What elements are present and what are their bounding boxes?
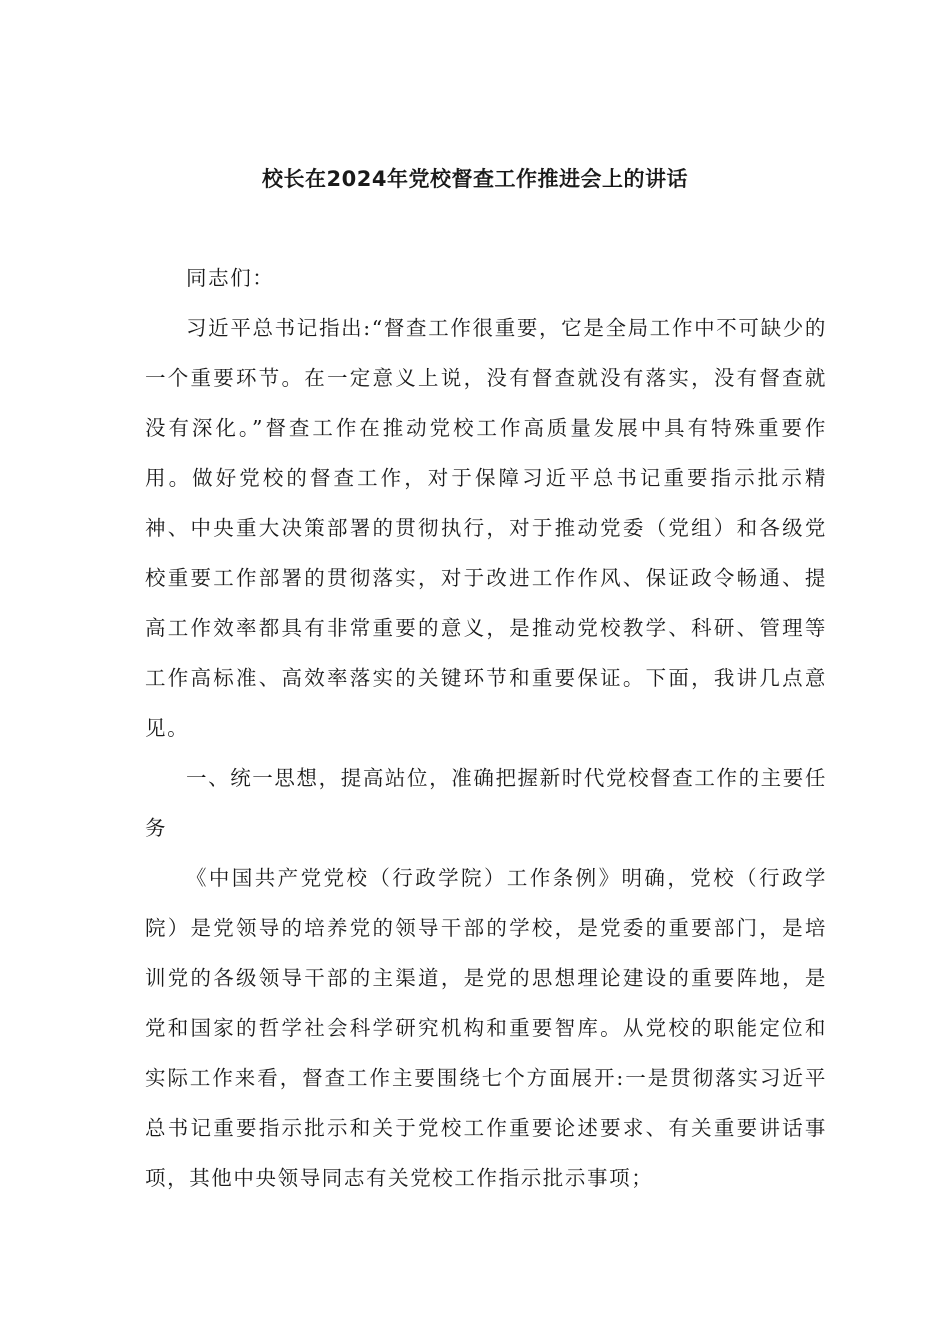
salutation-paragraph: 同志们： [186, 266, 275, 290]
document-body [145, 253, 827, 1203]
body-paragraph: 《中国共产党党校（行政学院）工作条例》明确，党校（行政学院）是党领导的培养党的领导干部的学校，是党委的重要部门，是培训党的各级领导干部的主渠道，是党的思想理论建设的重要阵地，是党和国家的哲学社会科学研究机构和重要智库。从党校的职能定位和实际工作来看，督查工作主要围绕七个方面展开:一是贯彻落实习近平总书记重要指示批示和关于党校工作重要论述要求、有关重要讲话事项，其他中央领导同志有关党校工作指示批示事项； [145, 866, 827, 1190]
document-title: 校长在2024年党校督查工作推进会上的讲话 [262, 167, 688, 191]
intro-paragraph: 习近平总书记指出:“督查工作很重要，它是全局工作中不可缺少的一个重要环节。在一定意义上说，没有督查就没有落实，没有督查就没有深化。”督查工作在推动党校工作高质量发展中具有特殊重要作用。做好党校的督查工作，对于保障习近平总书记重要指示批示精神、中央重大决策部署的贯彻执行，对于推动党委（党组）和各级党校重要工作部署的贯彻落实，对于改进工作作风、保证政令畅通、提高工作效率都具有非常重要的意义，是推动党校教学、科研、管理等工作高标准、高效率落实的关键环节和重要保证。下面，我讲几点意见。 [145, 316, 827, 740]
section-heading: 一、统一思想，提高站位，准确把握新时代党校督查工作的主要任务 [145, 766, 827, 840]
